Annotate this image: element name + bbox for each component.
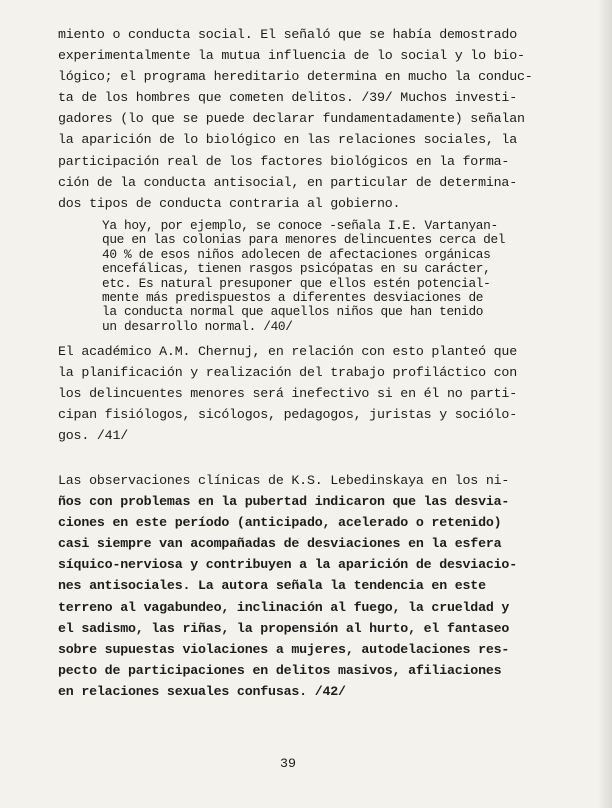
paragraph-1 xyxy=(58,24,558,214)
text-line: dos tipos de conducta contraria al gobierno. xyxy=(58,195,401,211)
quote-line: mente más predispuestos a diferentes desviaciones de xyxy=(102,290,484,306)
paragraph-2 xyxy=(58,341,558,446)
text-line: casi siempre van acompañadas de desviaciones en la esfera xyxy=(58,536,502,552)
quote-line: un desarrollo normal. /40/ xyxy=(102,318,293,334)
text-line: ción de la conducta antisocial, en particular de determina- xyxy=(58,174,517,190)
quote-line: la conducta normal que aquellos niños que han tenido xyxy=(102,304,484,320)
block-quote xyxy=(102,219,572,334)
quote-line: 40 % de esos niños adolecen de afectaciones orgánicas xyxy=(102,246,491,262)
text-line: síquico-nerviosa y contribuyen a la aparición de desviacio- xyxy=(58,557,517,573)
text-line: el sadismo, las riñas, la propensión al hurto, el fantaseo xyxy=(58,620,510,636)
text-line: ños con problemas en la pubertad indicaron que las desvia- xyxy=(58,494,510,510)
page-number: 39 xyxy=(280,756,296,771)
text-line: terreno al vagabundeo, inclinación al fuego, la crueldad y xyxy=(58,599,510,615)
paragraph-3 xyxy=(58,470,558,702)
text-line: gadores (lo que se puede declarar fundamentadamente) señalan xyxy=(58,111,525,127)
page-edge-shadow xyxy=(598,0,612,808)
text-line: miento o conducta social. El señaló que se había demostrado xyxy=(58,27,517,42)
text-line: sobre supuestas violaciones a mujeres, autodelaciones res- xyxy=(58,641,510,657)
text-line: gos. /41/ xyxy=(58,428,129,444)
text-line: nes antisociales. La autora señala la tendencia en este xyxy=(58,578,486,594)
text-line: en relaciones sexuales confusas. /42/ xyxy=(58,683,346,699)
quote-line: Ya hoy, por ejemplo, se conoce -señala I.E. Vartanyan- xyxy=(102,218,498,233)
quote-line: encefálicas, tienen rasgos psicópatas en su carácter, xyxy=(102,261,491,277)
quote-line: que en las colonias para menores delincuentes cerca del xyxy=(102,232,506,248)
text-line: ciones en este período (anticipado, acelerado o retenido) xyxy=(58,515,502,531)
text-line: ta de los hombres que cometen delitos. /39/ Muchos investi- xyxy=(58,90,517,106)
quote-line: etc. Es natural presuponer que ellos estén potencial- xyxy=(102,275,491,291)
text-line: pecto de participaciones en delitos masivos, afiliaciones xyxy=(58,662,502,678)
text-line: la aparición de lo biológico en las relaciones sociales, la xyxy=(58,132,517,148)
text-line: participación real de los factores biológicos en la forma- xyxy=(58,153,510,169)
text-line: cipan fisiólogos, sicólogos, pedagogos, juristas y sociólo- xyxy=(58,407,517,423)
text-line: experimentalmente la mutua influencia de lo social y lo bio- xyxy=(58,48,525,64)
text-line: los delincuentes menores será inefectivo si en él no parti- xyxy=(58,386,517,402)
text-line: Las observaciones clínicas de K.S. Lebedinskaya en los ni- xyxy=(58,473,510,488)
text-line: lógico; el programa hereditario determina en mucho la conduc- xyxy=(58,69,533,85)
text-line: El académico A.M. Chernuj, en relación con esto planteó que xyxy=(58,344,517,359)
text-line: la planificación y realización del trabajo profiláctico con xyxy=(58,365,517,381)
